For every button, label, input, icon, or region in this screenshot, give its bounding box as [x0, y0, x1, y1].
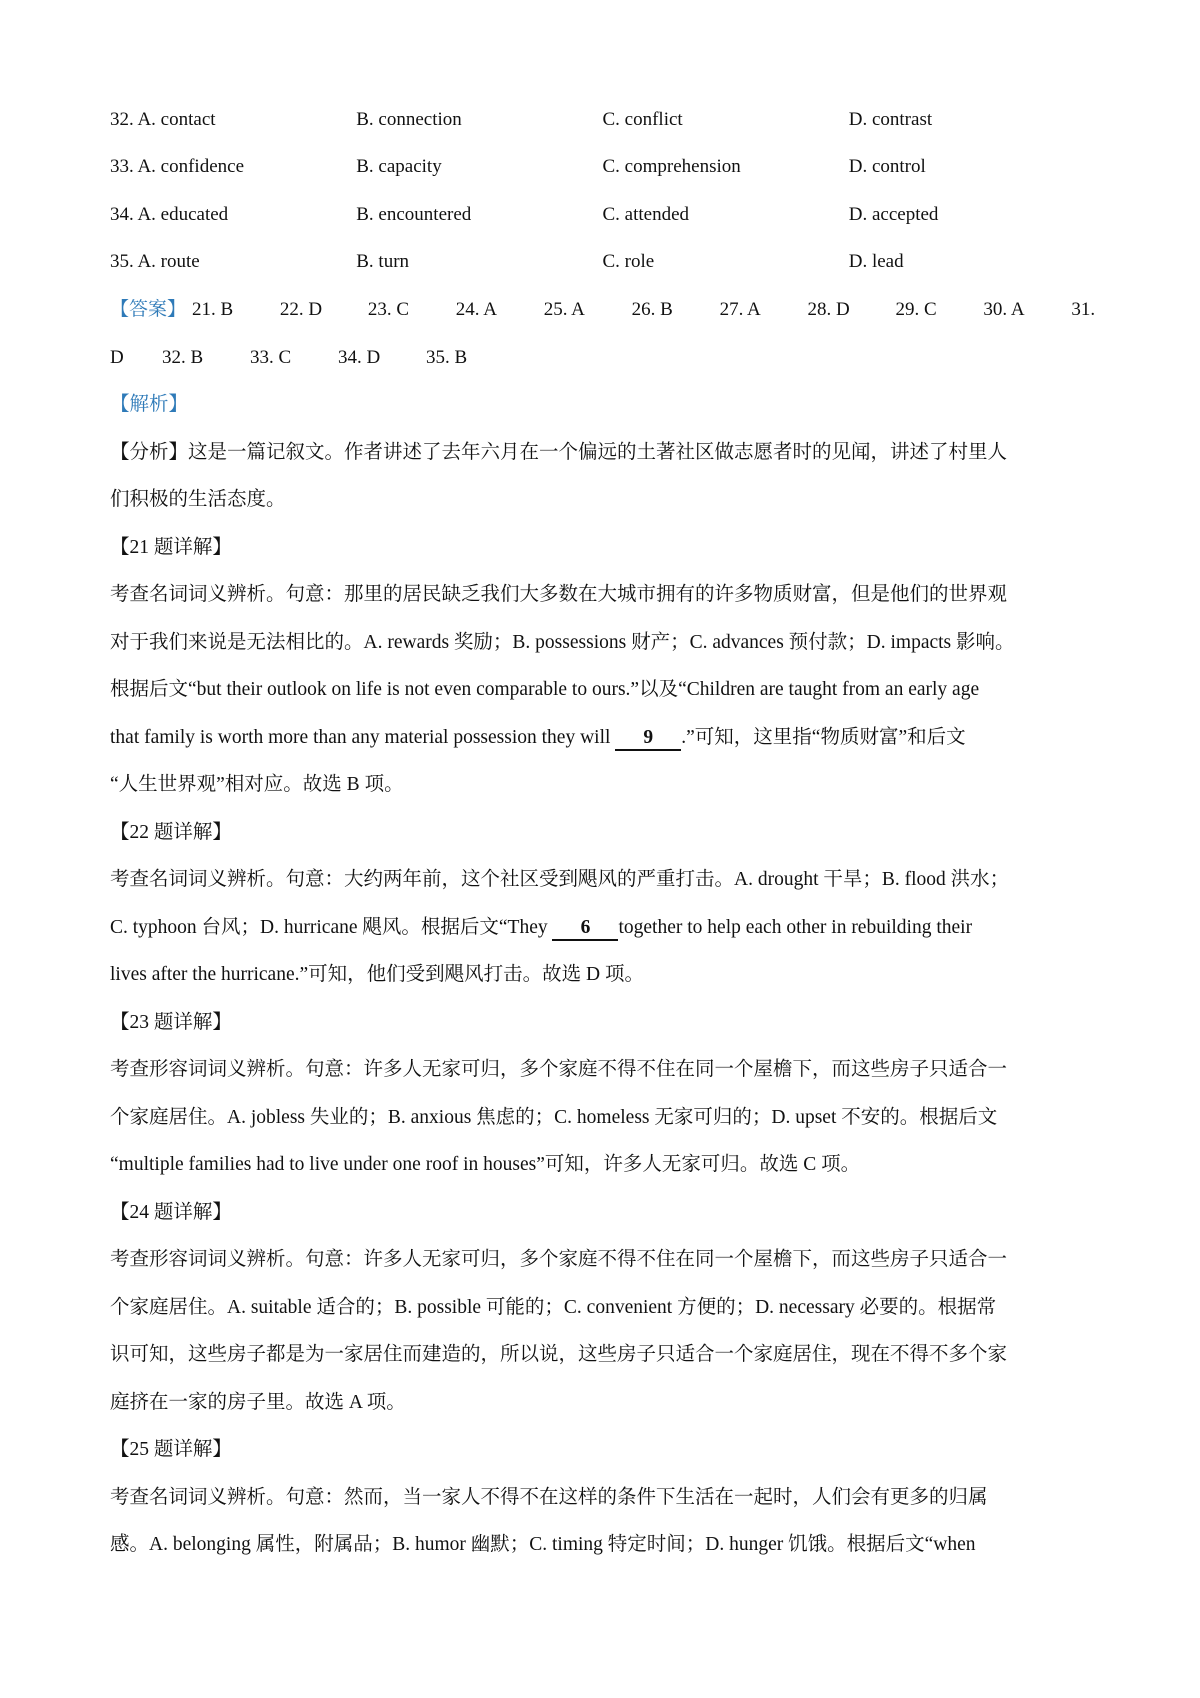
- q23-line: 考查形容词词义辨析。句意：许多人无家可归，多个家庭不得不住在同一个屋檐下，而这些房子只适合一: [110, 1059, 1008, 1080]
- option-c: C. attended: [602, 203, 690, 225]
- answer-item: 27. A: [719, 299, 761, 320]
- answer-item: 26. B: [631, 299, 673, 320]
- answer-item: 23. C: [367, 299, 409, 320]
- q24-line: 识可知，这些房子都是为一家居住而建造的，所以说，这些房子只适合一个家庭居住，现在不得不多个家: [110, 1344, 1008, 1365]
- q22-line: lives after the hurricane.”可知，他们受到飓风打击。故选 D 项。: [110, 964, 644, 985]
- answer-item: 28. D: [807, 299, 850, 320]
- q22-blank: 6: [552, 917, 618, 941]
- q25-line: 感。A. belonging 属性，附属品；B. humor 幽默；C. timing 特定时间；D. hunger 饥饿。根据后文“when: [110, 1534, 976, 1555]
- answer-item: 24. A: [455, 299, 497, 320]
- option-d: D. control: [848, 156, 926, 178]
- option-c: C. role: [602, 251, 655, 273]
- answer-item: 29. C: [895, 299, 937, 320]
- option-d: D. accepted: [848, 203, 939, 225]
- option-b: B. connection: [356, 108, 462, 130]
- q21-line: 对于我们来说是无法相比的。A. rewards 奖励；B. possessions 财产；C. advances 预付款；D. impacts 影响。: [110, 631, 1015, 653]
- q21-line: [110, 714, 1095, 762]
- summary-line: 们积极的生活态度。: [110, 489, 286, 510]
- q24-line: 庭挤在一家的房子里。故选 A 项。: [110, 1391, 406, 1413]
- option-row-33: [110, 144, 1095, 192]
- option-d: D. lead: [848, 251, 904, 273]
- option-b: B. capacity: [356, 156, 442, 178]
- q21-blank: 9: [615, 727, 681, 751]
- answer-item: 33. C: [250, 346, 292, 368]
- option-d: D. contrast: [848, 108, 933, 130]
- q21-line: 根据后文“but their outlook on life is not even comparable to ours.”以及“Children are taught from an early age: [110, 679, 980, 700]
- option-row-32: [110, 96, 1095, 144]
- option-a: 35. A. route: [110, 251, 200, 273]
- answer-item: D: [110, 346, 124, 368]
- q22-line: 考查名词词义辨析。句意：大约两年前，这个社区受到飓风的严重打击。A. drought 干旱；B. flood 洪水；: [110, 869, 1010, 890]
- answer-row-continued: [110, 334, 1095, 382]
- q24-line: 考查形容词词义辨析。句意：许多人无家可归，多个家庭不得不住在同一个屋檐下，而这些房子只适合一: [110, 1249, 1008, 1270]
- answer-item: 22. D: [279, 299, 323, 320]
- option-row-34: [110, 191, 1095, 239]
- q25-title: 【25 题详解】: [110, 1439, 232, 1460]
- q21-text: that family is worth more than any material possession they will: [110, 726, 616, 748]
- q25-line: 考查名词词义辨析。句意：然而，当一家人不得不在这样的条件下生活在一起时，人们会有更多的归属: [110, 1486, 988, 1508]
- q23-line: “multiple families had to live under one roof in houses”可知，许多人无家可归。故选 C 项。: [110, 1154, 861, 1175]
- q22-text: together to help each other in rebuilding their: [618, 916, 973, 938]
- q23-line: 个家庭居住。A. jobless 失业的；B. anxious 焦虑的；C. homeless 无家可归的；D. upset 不安的。根据后文: [110, 1106, 998, 1128]
- page-content: [110, 96, 1095, 1569]
- option-b: B. encountered: [356, 203, 472, 225]
- answer-item: 30. A: [983, 299, 1025, 320]
- option-a: 33. A. confidence: [110, 156, 245, 178]
- q22-text: C. typhoon 台风；D. hurricane 飓风。根据后文“They: [110, 916, 553, 938]
- q21-line: “人生世界观”相对应。故选 B 项。: [110, 774, 404, 795]
- answer-item: 35. B: [426, 346, 468, 368]
- answer-row: [110, 286, 1095, 334]
- q24-title: 【24 题详解】: [110, 1201, 232, 1223]
- answer-item: 25. A: [543, 299, 585, 320]
- option-b: B. turn: [356, 251, 410, 273]
- option-a: 32. A. contact: [110, 108, 216, 130]
- q21-title: 【21 题详解】: [110, 536, 232, 558]
- q23-title: 【23 题详解】: [110, 1011, 232, 1033]
- summary-line: 【分析】这是一篇记叙文。作者讲述了去年六月在一个偏远的土著社区做志愿者时的见闻，讲述了村里人: [110, 441, 1008, 463]
- analysis-label: 【解析】: [110, 394, 189, 415]
- option-c: C. conflict: [602, 108, 683, 130]
- answer-item: 32. B: [162, 346, 204, 368]
- option-c: C. comprehension: [602, 156, 741, 178]
- q22-title: 【22 题详解】: [110, 821, 232, 843]
- q21-line: 考查名词词义辨析。句意：那里的居民缺乏我们大多数在大城市拥有的许多物质财富，但是他们的世界观: [110, 584, 1008, 605]
- answer-item: 31.: [1071, 299, 1096, 320]
- q24-line: 个家庭居住。A. suitable 适合的；B. possible 可能的；C. convenient 方便的；D. necessary 必要的。根据常: [110, 1296, 997, 1318]
- answer-item: 34. D: [338, 346, 381, 368]
- option-a: 34. A. educated: [110, 203, 229, 225]
- answer-item: 21. B: [191, 299, 234, 320]
- answer-label: 【答案】: [110, 299, 187, 320]
- q21-text: .”可知，这里指“物质财富”和后文: [681, 726, 966, 748]
- q22-line: [110, 904, 1095, 952]
- option-row-35: [110, 239, 1095, 287]
